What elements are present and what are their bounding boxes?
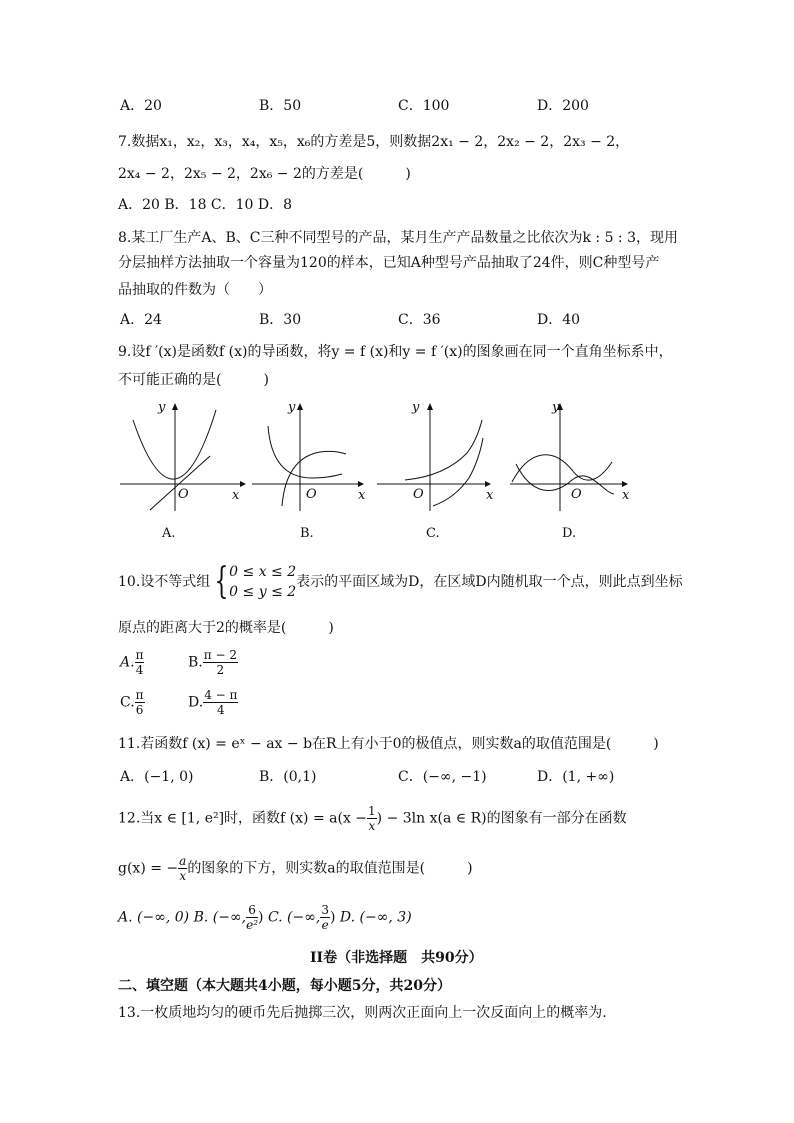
q10-option-a (120, 648, 144, 677)
q8-option-a: A．24 (120, 312, 162, 328)
q12-frac1-den: x (368, 819, 376, 833)
q12-line1-part1: 12.当x ∈ [1, e²]时，函数f (x) = a(x − (118, 810, 368, 827)
q7-line2: 2x₄ − 2，2x₅ − 2，2x₆ − 2的方差是( ) (118, 166, 411, 182)
q8-line3: 品抽取的件数为（ ） (118, 282, 272, 298)
graph-b-label: B. (300, 526, 314, 541)
q10-option-b-den: 2 (216, 663, 225, 677)
section2-subtitle: 二、填空题（本大题共4小题，每小题5分，共20分） (118, 978, 451, 994)
graph-d-label: D. (562, 526, 577, 541)
q12-line2-part1: g(x) = − (118, 860, 179, 877)
q10-option-b-label: B. (188, 654, 203, 671)
q6-option-a: A．20 (120, 98, 162, 114)
q12-line2 (118, 854, 473, 890)
q11-option-d: D．(1, +∞) (537, 769, 615, 785)
q6-option-b: B．50 (259, 98, 302, 114)
q11-line1: 11.若函数f (x) = eˣ − ax − b在R上有小于0的极值点，则实数a的取值范围是( ) (118, 736, 659, 752)
graph-c (375, 398, 500, 513)
q10-line1 (118, 562, 683, 606)
q8-line1: 8.某工厂生产A、B、C三种不同型号的产品，某月生产产品数量之比依次为k : 5 : 3，现用 (118, 230, 678, 246)
q10-option-c-num: π (135, 688, 144, 702)
q12-line1 (118, 804, 627, 840)
q9-line1: 9.设f ′(x)是函数f (x)的导函数，将y = f (x)和y = f ′(x)的图象画在同一个直角坐标系中， (118, 344, 673, 360)
q12-option-b-pre: B. (−∞, (193, 909, 247, 926)
q8-line2: 分层抽样方法抽取一个容量为120的样本，已知A种型号产品抽取了24件，则C种型号产 (118, 255, 660, 271)
q8-option-d: D．40 (537, 312, 581, 328)
q12-frac1-num: 1 (368, 804, 376, 818)
q13-line: 13.一枚质地均匀的硬币先后抛掷三次，则两次正面向上一次反面向上的概率为. (118, 1005, 607, 1021)
q7-options: A．20 B．18 C．10 D．8 (118, 197, 293, 213)
q12-option-c-post: ) (330, 909, 336, 926)
q9-line2: 不可能正确的是( ) (118, 372, 269, 388)
graph-a-x-label: x (232, 488, 240, 503)
q8-option-b: B．30 (259, 312, 302, 328)
graph-d-x-label: x (622, 488, 630, 503)
q12-option-b-num: 6 (246, 903, 258, 918)
q12-option-c-num: 3 (321, 903, 329, 917)
q6-option-c: C．100 (398, 98, 450, 114)
graph-d-y-label: y (552, 400, 560, 415)
q12-option-b-post: ) (258, 909, 264, 926)
q10-option-a-num: π (135, 648, 144, 662)
q10-option-c (120, 688, 145, 717)
graph-d-origin: O (571, 487, 582, 502)
q10-option-d-num: 4 − π (204, 688, 238, 702)
q6-option-d: D．200 (537, 98, 589, 114)
q11-option-b: B．(0,1) (259, 769, 317, 785)
inequality-system (210, 562, 296, 602)
q12-option-c-den: e (321, 918, 329, 932)
q10-option-b-num: π − 2 (203, 648, 237, 662)
graph-b-x-label: x (358, 488, 366, 503)
graph-b-y-label: y (288, 400, 296, 415)
q10-line2: 原点的距离大于2的概率是( ) (118, 620, 334, 636)
q10-ineq2: 0 ≤ y ≤ 2 (229, 584, 297, 600)
q10-option-c-label: C. (120, 694, 135, 711)
graph-a-origin: O (178, 487, 189, 502)
graph-a-y-label: y (158, 400, 166, 415)
q10-option-d-den: 4 (216, 703, 225, 717)
q11-option-c: C．(−∞, −1) (398, 769, 487, 785)
q10-prefix: 10.设不等式组 (118, 574, 211, 590)
q7-line1: 7.数据x₁，x₂，x₃，x₄，x₅，x₆的方差是5，则数据2x₁ − 2，2x₂ − 2，2x₃ − 2， (118, 134, 630, 150)
q10-suffix: 表示的平面区域为D，在区域D内随机取一个点，则此点到坐标 (296, 574, 683, 590)
q12-option-a: A. (−∞, 0) (118, 909, 190, 926)
graph-c-y-label: y (412, 400, 420, 415)
section2-title: II卷（非选择题 共90分） (310, 950, 483, 966)
q12-frac2-num: a (179, 854, 187, 868)
graph-b-origin: O (306, 487, 317, 502)
graph-a-label: A. (162, 526, 176, 541)
q10-option-a-den: 4 (135, 663, 144, 677)
q12-option-b-den: e² (246, 918, 259, 932)
q10-option-d-label: D. (188, 694, 204, 711)
q12-line1-part2: ) − 3ln x(a ∈ R)的图象有一部分在函数 (376, 810, 627, 827)
q8-option-c: C．36 (398, 312, 441, 328)
q12-option-c-pre: C. (−∞, (267, 909, 321, 926)
q10-option-a-label: A. (120, 654, 135, 671)
graph-c-label: C. (426, 526, 440, 541)
q10-option-d (188, 688, 238, 717)
q12-frac2-den: x (179, 869, 187, 883)
graph-c-origin: O (413, 487, 424, 502)
q12-line2-part2: 的图象的下方，则实数a的取值范围是( ) (187, 860, 473, 877)
graph-c-x-label: x (486, 488, 494, 503)
left-brace: { (214, 561, 229, 602)
q10-option-b (188, 648, 238, 677)
q10-option-c-den: 6 (135, 703, 144, 717)
q11-option-a: A．(−1, 0) (120, 769, 194, 785)
q12-options (118, 903, 412, 943)
q12-option-d: D. (−∞, 3) (339, 909, 412, 926)
q10-ineq1: 0 ≤ x ≤ 2 (229, 564, 297, 580)
